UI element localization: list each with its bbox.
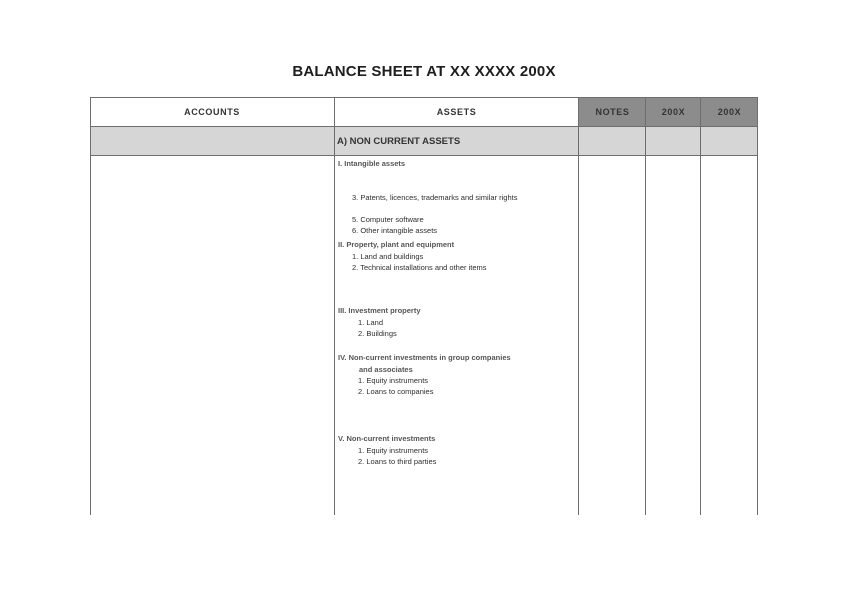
noncurrent-investments-heading: V. Non-current investments <box>338 434 436 443</box>
year1-header: 200X <box>661 107 686 117</box>
technical-installations-item: 2. Technical installations and other items <box>352 263 487 272</box>
notes-header: NOTES <box>595 107 630 117</box>
land-buildings-item: 1. Land and buildings <box>352 252 424 261</box>
group-investments-heading-cont: and associates <box>359 365 413 374</box>
col-border-right <box>757 97 758 515</box>
loans-companies-item: 2. Loans to companies <box>358 387 434 396</box>
group-investments-heading: IV. Non-current investments in group companies <box>338 353 511 362</box>
intangible-assets-heading: I. Intangible assets <box>338 159 406 168</box>
equity-instruments-item: 1. Equity instruments <box>358 376 429 385</box>
col-border-accounts <box>334 97 335 515</box>
col-border-left <box>90 97 91 515</box>
page-title: BALANCE SHEET AT XX XXXX 200X <box>292 63 556 80</box>
header-divider <box>90 126 758 127</box>
buildings-item: 2. Buildings <box>358 329 397 338</box>
land-item: 1. Land <box>358 318 384 327</box>
equity-instruments-item-2: 1. Equity instruments <box>358 446 429 455</box>
year2-header: 200X <box>717 107 742 117</box>
balance-sheet-table <box>90 97 758 515</box>
software-item: 5. Computer software <box>352 215 424 224</box>
section-divider <box>90 155 758 156</box>
investment-property-heading: III. Investment property <box>338 306 421 315</box>
table-top-border <box>90 97 758 98</box>
col-border-assets <box>578 97 579 515</box>
section-label: A) NON CURRENT ASSETS <box>337 136 461 147</box>
assets-header: ASSETS <box>436 107 477 117</box>
col-border-year1 <box>700 97 701 515</box>
ppe-heading: II. Property, plant and equipment <box>338 240 455 249</box>
accounts-header: ACCOUNTS <box>184 107 240 117</box>
loans-third-parties-item: 2. Loans to third parties <box>358 457 437 466</box>
other-intangible-item: 6. Other intangible assets <box>352 226 438 235</box>
col-border-notes <box>645 97 646 515</box>
patents-item: 3. Patents, licences, trademarks and similar rights <box>352 193 518 202</box>
